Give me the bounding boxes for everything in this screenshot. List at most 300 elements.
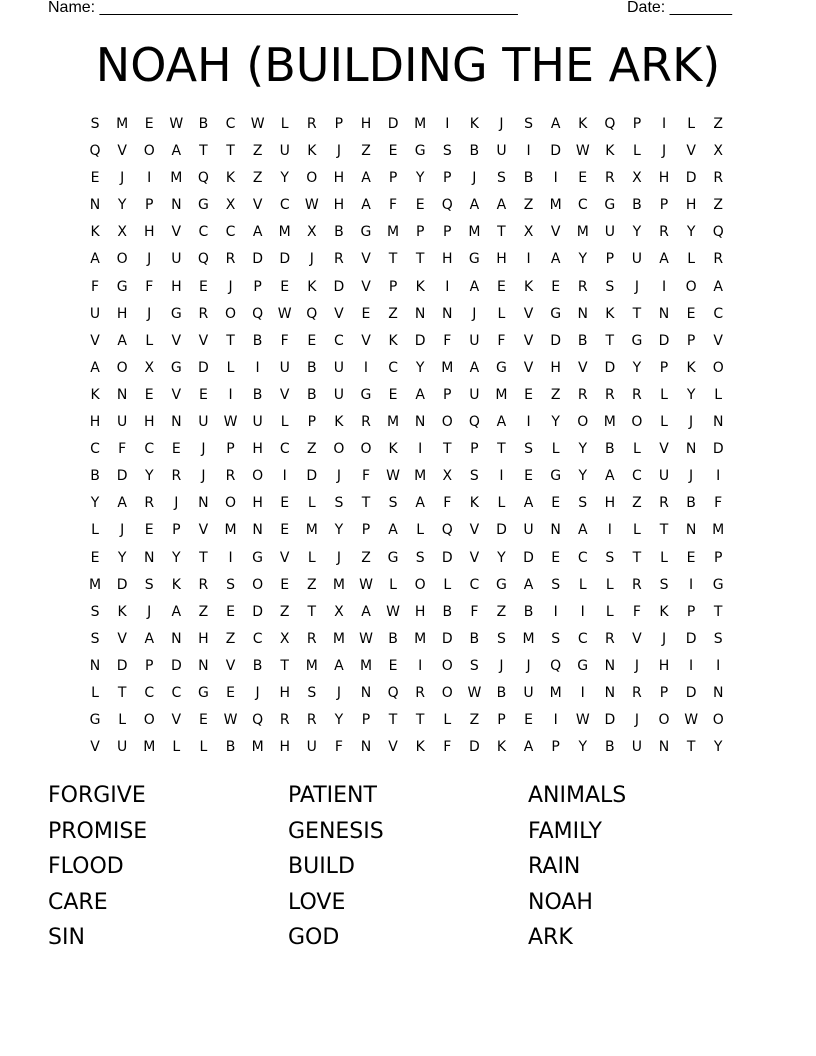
word-list-item: PATIENT [288, 783, 377, 808]
grid-letter: T [388, 251, 399, 268]
grid-letter: S [90, 603, 101, 620]
grid-letter: Y [90, 495, 101, 512]
grid-letter: W [277, 305, 293, 322]
grid-letter: R [713, 170, 725, 187]
grid-letter: K [388, 441, 399, 458]
grid-letter: I [228, 386, 234, 403]
grid-letter: O [143, 143, 156, 160]
grid-letter: R [225, 251, 237, 268]
grid-letter: R [361, 414, 372, 431]
grid-letter: Q [306, 305, 319, 322]
grid-letter: J [255, 684, 261, 701]
grid-letter: A [252, 224, 264, 241]
grid-letter: J [634, 712, 640, 729]
grid-letter: X [279, 630, 291, 647]
grid-letter: S [388, 495, 399, 512]
grid-letter: X [334, 603, 345, 620]
grid-letter: Y [551, 414, 561, 431]
grid-letter: N [577, 305, 589, 322]
grid-letter: I [147, 170, 153, 187]
grid-letter: A [415, 386, 426, 403]
grid-letter: Y [280, 170, 290, 187]
grid-letter: Y [334, 522, 345, 539]
word-list-item: GENESIS [288, 818, 384, 844]
grid-letter: P [226, 441, 236, 458]
grid-letter: T [632, 305, 643, 322]
grid-letter: U [198, 414, 210, 431]
grid-letter: I [418, 657, 424, 674]
grid-letter: N [414, 305, 427, 322]
grid-letter: N [143, 549, 156, 566]
grid-letter: I [282, 468, 288, 485]
grid-letter: Y [578, 251, 589, 268]
grid-letter: N [604, 684, 617, 701]
grid-letter: R [306, 630, 318, 647]
grid-letter: K [496, 739, 508, 756]
grid-letter: T [415, 712, 426, 729]
grid-letter: L [307, 549, 317, 566]
grid-letter: S [90, 630, 101, 647]
grid-letter: I [580, 684, 586, 701]
grid-letter: G [577, 657, 590, 674]
grid-letter: B [388, 630, 399, 647]
grid-letter: J [472, 170, 478, 187]
grid-letter: C [577, 630, 589, 647]
grid-letter: A [361, 603, 372, 620]
grid-letter: G [170, 305, 183, 322]
grid-letter: R [279, 712, 291, 729]
grid-letter: J [634, 278, 640, 295]
grid-letter: A [496, 197, 508, 214]
grid-letter: L [633, 143, 642, 160]
grid-letter: K [171, 576, 182, 593]
grid-letter: A [659, 251, 670, 268]
grid-letter: M [224, 522, 238, 539]
grid-letter: L [443, 576, 453, 593]
grid-letter: V [171, 224, 183, 241]
grid-letter: R [659, 495, 670, 512]
grid-letter: M [387, 414, 401, 431]
grid-letter: H [143, 224, 156, 241]
date-field-label: Date: _______ [627, 0, 732, 16]
grid-letter: L [633, 441, 642, 458]
grid-letter: S [442, 143, 453, 160]
grid-letter: D [198, 359, 210, 376]
grid-letter: O [225, 305, 238, 322]
grid-letter: B [198, 116, 210, 132]
grid-letter: N [252, 522, 264, 539]
grid-letter: I [499, 468, 505, 485]
grid-letter: P [659, 684, 670, 701]
grid-letter: U [89, 305, 102, 322]
grid-letter: J [661, 143, 668, 160]
grid-letter: G [712, 576, 725, 593]
grid-letter: I [553, 170, 559, 187]
grid-letter: C [252, 630, 264, 647]
grid-letter: V [713, 332, 724, 349]
grid-letter: E [551, 278, 562, 295]
grid-letter: N [171, 630, 183, 647]
grid-letter: T [388, 712, 399, 729]
grid-letter: G [197, 197, 210, 214]
grid-letter: I [689, 576, 695, 593]
grid-letter: U [658, 468, 671, 485]
letter-grid [82, 111, 732, 761]
grid-letter: K [415, 739, 426, 756]
grid-letter: F [443, 495, 453, 512]
grid-letter: B [252, 386, 264, 403]
grid-letter: I [689, 657, 695, 674]
grid-letter: M [89, 576, 103, 593]
grid-letter: X [117, 224, 128, 241]
grid-letter: I [553, 712, 559, 729]
grid-letter: U [604, 224, 616, 241]
grid-letter: E [280, 522, 291, 539]
grid-letter: G [631, 332, 644, 349]
grid-letter: C [144, 441, 156, 458]
grid-letter: H [414, 603, 427, 620]
grid-letter: I [255, 359, 261, 376]
grid-letter: K [605, 143, 616, 160]
grid-letter: R [198, 305, 210, 322]
grid-letter: N [604, 657, 617, 674]
grid-letter: L [660, 414, 669, 431]
grid-letter: X [144, 359, 156, 376]
grid-letter: Y [117, 197, 128, 214]
grid-letter: U [523, 684, 535, 701]
grid-letter: C [577, 197, 589, 214]
grid-letter: E [388, 657, 399, 674]
word-list-item: FORGIVE [48, 783, 146, 808]
grid-letter: E [280, 495, 291, 512]
grid-letter: T [226, 143, 236, 160]
grid-letter: H [279, 684, 291, 701]
grid-letter: N [658, 739, 671, 756]
grid-letter: R [632, 386, 643, 403]
grid-letter: B [523, 170, 535, 187]
grid-letter: M [712, 522, 726, 539]
grid-letter: I [363, 359, 370, 376]
grid-letter: Y [172, 549, 182, 566]
name-field-label: Name: _______________________________________________ [48, 0, 518, 16]
grid-letter: B [605, 441, 616, 458]
grid-letter: S [307, 684, 318, 701]
grid-letter: Z [198, 603, 210, 620]
grid-letter: U [631, 251, 644, 268]
grid-letter: C [144, 684, 156, 701]
grid-letter: K [307, 278, 318, 295]
grid-letter: U [469, 332, 481, 349]
grid-letter: L [307, 495, 317, 512]
grid-letter: R [604, 386, 616, 403]
grid-letter: I [445, 116, 451, 132]
grid-letter: B [442, 603, 454, 620]
grid-letter: U [252, 414, 264, 431]
grid-letter: N [550, 522, 562, 539]
grid-letter: V [90, 739, 101, 756]
grid-letter: V [469, 522, 481, 539]
grid-letter: V [523, 305, 535, 322]
grid-letter: H [604, 495, 617, 512]
grid-letter: L [145, 332, 155, 349]
grid-letter: V [388, 739, 399, 756]
grid-letter: T [199, 549, 209, 566]
grid-letter: M [414, 468, 428, 485]
grid-letter: L [660, 386, 669, 403]
grid-letter: V [279, 549, 291, 566]
grid-letter: C [334, 332, 345, 349]
grid-letter: Z [307, 576, 318, 593]
grid-letter: A [523, 495, 535, 512]
grid-letter: H [442, 251, 454, 268]
grid-letter: W [169, 116, 185, 132]
grid-letter: M [332, 576, 346, 593]
grid-letter: Z [361, 549, 372, 566]
grid-letter: G [496, 359, 508, 376]
grid-letter: V [632, 630, 643, 647]
grid-letter: F [497, 332, 507, 349]
grid-letter: J [174, 495, 180, 512]
grid-letter: U [333, 359, 346, 376]
grid-letter: C [225, 116, 237, 132]
grid-letter: N [89, 657, 102, 674]
grid-letter: E [551, 549, 562, 566]
grid-letter: D [116, 657, 129, 674]
grid-letter: K [334, 414, 345, 431]
grid-letter: Z [225, 630, 237, 647]
grid-letter: A [469, 359, 481, 376]
grid-letter: D [116, 468, 129, 485]
grid-letter: U [306, 739, 318, 756]
grid-letter: S [226, 576, 236, 593]
grid-letter: F [443, 739, 453, 756]
grid-letter: C [388, 359, 399, 376]
grid-letter: V [361, 251, 372, 268]
grid-letter: D [170, 657, 183, 674]
grid-letter: K [117, 603, 128, 620]
grid-letter: P [686, 603, 697, 620]
grid-letter: T [361, 495, 372, 512]
grid-letter: E [90, 170, 101, 187]
word-list-item: RAIN [528, 854, 581, 880]
grid-letter: B [306, 386, 318, 403]
grid-letter: W [359, 630, 374, 647]
grid-letter: O [441, 657, 454, 674]
grid-letter: I [526, 414, 532, 431]
grid-letter: T [415, 251, 426, 268]
grid-letter: K [90, 386, 101, 403]
grid-letter: L [280, 414, 290, 431]
grid-letter: Q [441, 522, 454, 539]
grid-letter: A [361, 197, 372, 214]
grid-letter: P [361, 712, 372, 729]
grid-letter: A [577, 522, 589, 539]
grid-letter: L [497, 495, 507, 512]
grid-letter: L [497, 305, 507, 322]
grid-letter: A [90, 251, 101, 268]
grid-letter: L [416, 522, 426, 539]
grid-letter: P [361, 522, 372, 539]
grid-letter: Y [578, 739, 589, 756]
grid-letter: R [306, 712, 318, 729]
grid-letter: R [604, 630, 616, 647]
grid-letter: O [333, 441, 346, 458]
grid-letter: E [415, 197, 426, 214]
grid-letter: G [496, 576, 508, 593]
grid-letter: S [605, 549, 616, 566]
grid-letter: K [659, 603, 670, 620]
grid-letter: M [495, 386, 509, 403]
grid-letter: A [523, 739, 535, 756]
grid-letter: J [120, 170, 126, 187]
grid-letter: B [90, 468, 101, 485]
grid-letter: P [443, 224, 453, 241]
grid-letter: M [116, 116, 130, 132]
grid-letter: L [687, 116, 697, 132]
grid-letter: V [171, 386, 183, 403]
grid-letter: F [443, 332, 453, 349]
grid-letter: Z [388, 305, 399, 322]
grid-letter: A [334, 657, 345, 674]
grid-letter: L [280, 116, 290, 132]
grid-letter: Z [632, 495, 643, 512]
grid-letter: I [526, 251, 532, 268]
grid-letter: D [441, 630, 454, 647]
grid-letter: D [252, 603, 264, 620]
grid-letter: A [117, 495, 128, 512]
grid-letter: M [549, 684, 563, 701]
grid-letter: M [251, 739, 265, 756]
grid-letter: B [225, 739, 237, 756]
grid-letter: G [468, 251, 481, 268]
grid-letter: V [334, 305, 345, 322]
grid-letter: P [605, 251, 616, 268]
grid-letter: V [198, 332, 210, 349]
grid-letter: E [280, 278, 291, 295]
grid-letter: L [633, 522, 642, 539]
grid-letter: Q [468, 414, 481, 431]
grid-letter: T [307, 603, 318, 620]
grid-letter: H [89, 414, 102, 431]
grid-letter: T [497, 441, 507, 458]
grid-letter: P [443, 386, 453, 403]
grid-letter: G [550, 468, 563, 485]
grid-letter: A [496, 414, 508, 431]
grid-letter: I [526, 143, 532, 160]
grid-letter: M [441, 359, 455, 376]
word-list-item: GOD [288, 925, 340, 951]
grid-letter: L [714, 386, 724, 403]
grid-letter: M [305, 522, 319, 539]
grid-letter: S [605, 278, 616, 295]
grid-letter: S [415, 549, 426, 566]
grid-letter: X [713, 143, 724, 160]
grid-letter: D [685, 684, 698, 701]
grid-letter: G [387, 549, 400, 566]
grid-letter: J [147, 251, 153, 268]
grid-letter: Y [686, 224, 697, 241]
grid-letter: E [388, 143, 399, 160]
grid-letter: R [171, 468, 183, 485]
grid-letter: U [496, 143, 508, 160]
grid-letter: V [171, 332, 183, 349]
grid-letter: L [199, 739, 209, 756]
word-list-item: BUILD [288, 854, 355, 880]
grid-letter: E [361, 305, 372, 322]
grid-letter: U [117, 739, 129, 756]
grid-letter: L [687, 251, 697, 268]
grid-letter: F [389, 197, 399, 214]
grid-letter: N [171, 197, 183, 214]
grid-letter: L [389, 576, 398, 593]
grid-letter: W [359, 576, 374, 593]
grid-letter: T [605, 332, 616, 349]
grid-letter: R [577, 386, 589, 403]
grid-letter: G [116, 278, 129, 295]
grid-letter: O [225, 495, 238, 512]
grid-letter: M [305, 657, 319, 674]
grid-letter: J [499, 657, 505, 674]
grid-letter: E [497, 278, 507, 295]
grid-letter: O [712, 359, 725, 376]
grid-letter: T [226, 332, 236, 349]
grid-letter: L [578, 576, 588, 593]
grid-letter: W [304, 197, 320, 214]
grid-letter: M [468, 224, 482, 241]
grid-letter: L [118, 712, 128, 729]
word-list-item: NOAH [528, 889, 593, 915]
grid-letter: R [415, 684, 427, 701]
grid-letter: K [469, 495, 480, 512]
grid-letter: O [441, 414, 454, 431]
grid-letter: Z [307, 441, 318, 458]
grid-letter: D [441, 549, 454, 566]
word-list-item: SIN [48, 925, 85, 951]
grid-letter: O [143, 712, 156, 729]
grid-letter: C [632, 468, 643, 485]
grid-letter: I [445, 278, 451, 295]
grid-letter: P [713, 549, 724, 566]
grid-letter: Q [89, 143, 102, 160]
grid-letter: R [334, 251, 345, 268]
grid-letter: P [388, 278, 399, 295]
grid-letter: Z [279, 603, 291, 620]
grid-letter: P [415, 224, 426, 241]
grid-letter: W [250, 116, 266, 132]
grid-letter: E [686, 549, 697, 566]
grid-letter: W [223, 712, 239, 729]
grid-letter: H [333, 197, 346, 214]
grid-letter: O [252, 576, 265, 593]
grid-letter: H [360, 116, 373, 132]
grid-letter: O [360, 441, 373, 458]
grid-letter: B [469, 143, 481, 160]
grid-letter: G [89, 712, 102, 729]
grid-letter: G [252, 549, 265, 566]
grid-letter: P [145, 197, 155, 214]
grid-letter: H [143, 414, 156, 431]
word-list-item: ARK [528, 925, 573, 951]
grid-letter: T [280, 657, 290, 674]
grid-letter: P [659, 197, 670, 214]
grid-letter: E [307, 332, 318, 349]
grid-letter: G [550, 305, 563, 322]
grid-letter: I [661, 116, 668, 132]
grid-letter: Z [469, 712, 481, 729]
grid-letter: B [469, 630, 481, 647]
grid-letter: U [117, 414, 129, 431]
grid-letter: X [442, 468, 454, 485]
